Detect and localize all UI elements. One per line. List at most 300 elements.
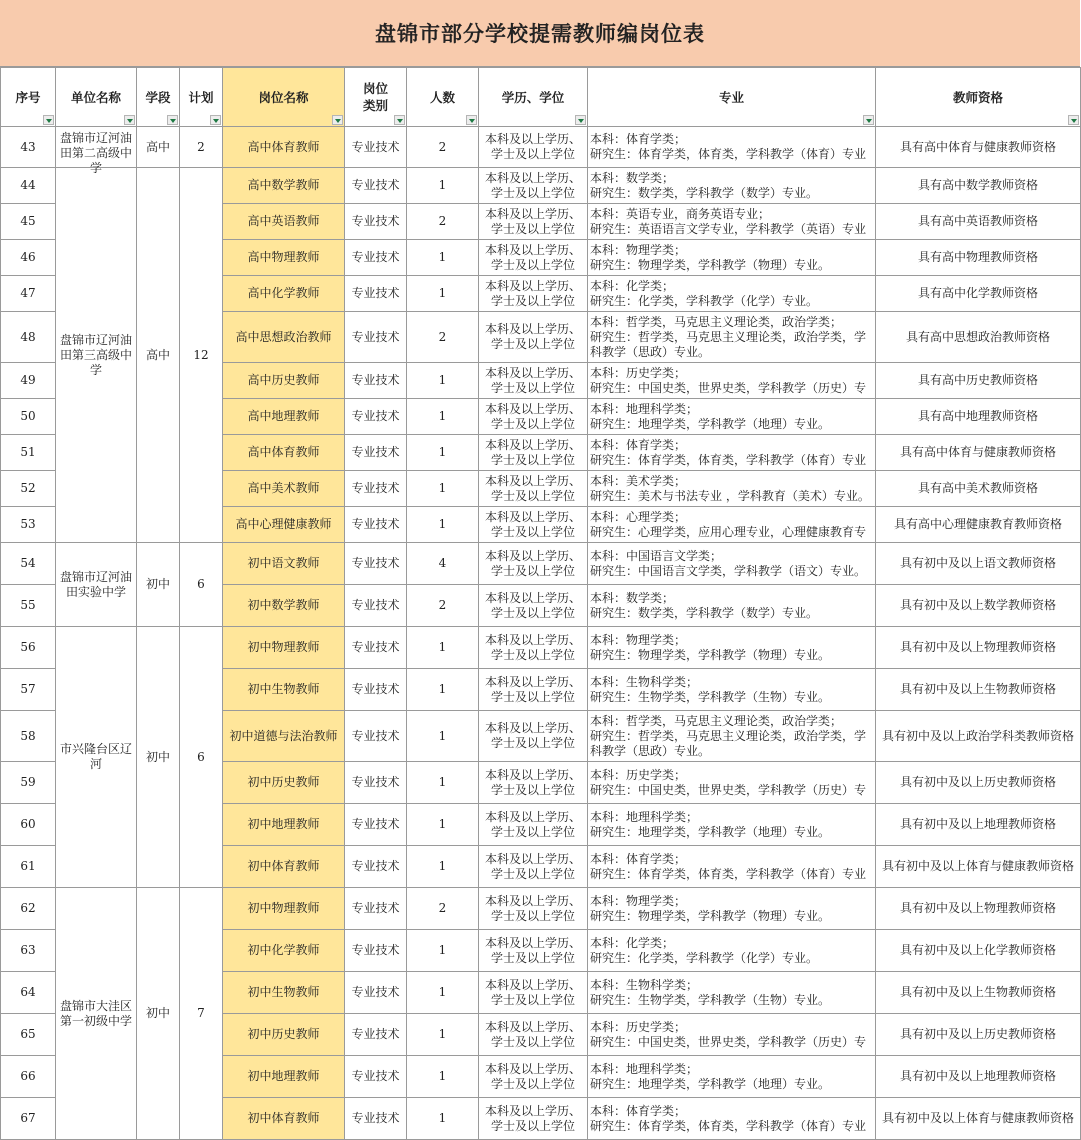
cell-education[interactable] — [479, 1014, 588, 1056]
cell-major[interactable] — [588, 240, 876, 276]
cell-seq[interactable]: 45 — [1, 204, 56, 240]
cell-unit[interactable] — [56, 627, 137, 888]
cell-qualification[interactable]: 具有初中及以上地理教师资格 — [876, 1056, 1081, 1098]
cell-major[interactable] — [588, 276, 876, 312]
cell-category[interactable]: 专业技术 — [345, 276, 407, 312]
cell-position[interactable]: 高中历史教师 — [223, 363, 345, 399]
cell-position[interactable]: 初中生物教师 — [223, 972, 345, 1014]
cell-count[interactable]: 1 — [407, 276, 479, 312]
cell-stage[interactable]: 高中 — [137, 127, 180, 168]
cell-plan[interactable]: 6 — [180, 627, 223, 888]
major-text — [590, 1062, 875, 1092]
education-line: 学士及以上学位 — [490, 736, 575, 750]
major-line: 本科：体育学类； — [590, 132, 687, 146]
cell-qualification[interactable]: 具有初中及以上语文教师资格 — [876, 543, 1081, 585]
cell-count[interactable]: 2 — [407, 888, 479, 930]
major-text — [590, 810, 875, 840]
cell-qualification[interactable]: 具有高中思想政治教师资格 — [876, 312, 1081, 363]
cell-count[interactable]: 1 — [407, 1056, 479, 1098]
cell-qualification[interactable]: 具有高中心理健康教育教师资格 — [876, 507, 1081, 543]
major-line: 研究生：心理学类，应用心理专业，心理健康教育专 — [590, 524, 867, 539]
cell-position[interactable]: 初中地理教师 — [223, 1056, 345, 1098]
major-line: 研究生：中国史类，世界史类，学科教学（历史）专 — [590, 782, 867, 797]
cell-major[interactable] — [588, 627, 876, 669]
major-text — [590, 1020, 875, 1050]
cell-count[interactable]: 1 — [407, 363, 479, 399]
cell-major[interactable] — [588, 312, 876, 363]
major-line: 本科：历史学类； — [590, 767, 687, 782]
major-line: 研究生：美术与书法专业 ，学科教育（美术）专业。 — [590, 488, 870, 503]
cell-education[interactable] — [479, 435, 588, 471]
cell-seq[interactable]: 61 — [1, 846, 56, 888]
cell-major[interactable] — [588, 507, 876, 543]
cell-count[interactable]: 1 — [407, 627, 479, 669]
cell-position[interactable]: 高中体育教师 — [223, 435, 345, 471]
cell-education[interactable] — [479, 888, 588, 930]
cell-count[interactable]: 1 — [407, 711, 479, 762]
table-row — [1, 627, 1081, 669]
cell-qualification[interactable]: 具有高中英语教师资格 — [876, 204, 1081, 240]
cell-category[interactable]: 专业技术 — [345, 972, 407, 1014]
cell-count[interactable]: 1 — [407, 168, 479, 204]
cell-position[interactable]: 初中物理教师 — [223, 627, 345, 669]
cell-major[interactable] — [588, 471, 876, 507]
major-line: 研究生：体育学类，体育类，学科教学（体育）专业 — [590, 1118, 867, 1133]
cell-category[interactable]: 专业技术 — [345, 1014, 407, 1056]
cell-major[interactable] — [588, 762, 876, 804]
education-line: 本科及以上学历、 — [484, 170, 581, 185]
cell-seq[interactable]: 58 — [1, 711, 56, 762]
education-line: 本科及以上学历、 — [484, 278, 581, 293]
cell-qualification[interactable]: 具有高中体育与健康教师资格 — [876, 127, 1081, 168]
unit-name: 盘锦市辽河油田实验中学 — [59, 569, 132, 599]
major-line: 科教学（思政）专业。 — [590, 344, 711, 359]
cell-education[interactable] — [479, 804, 588, 846]
filter-dropdown-icon[interactable] — [863, 115, 874, 125]
header-major: 专业 — [588, 68, 876, 127]
cell-position[interactable]: 初中体育教师 — [223, 846, 345, 888]
cell-category[interactable]: 专业技术 — [345, 127, 407, 168]
cell-category[interactable]: 专业技术 — [345, 669, 407, 711]
cell-seq[interactable]: 56 — [1, 627, 56, 669]
cell-count[interactable]: 2 — [407, 127, 479, 168]
cell-stage[interactable]: 初中 — [137, 627, 180, 888]
major-line: 研究生：中国语言文学类，学科教学（语文）专业。 — [590, 563, 867, 578]
cell-qualification[interactable]: 具有初中及以上数学教师资格 — [876, 585, 1081, 627]
filter-dropdown-icon[interactable] — [1068, 115, 1079, 125]
major-line: 研究生：物理学类，学科教学（物理）专业。 — [590, 257, 831, 272]
cell-seq[interactable]: 59 — [1, 762, 56, 804]
cell-qualification[interactable]: 具有初中及以上物理教师资格 — [876, 627, 1081, 669]
cell-position[interactable]: 初中数学教师 — [223, 585, 345, 627]
cell-category[interactable]: 专业技术 — [345, 363, 407, 399]
cell-major[interactable] — [588, 435, 876, 471]
table-row — [1, 543, 1081, 585]
cell-position[interactable]: 高中物理教师 — [223, 240, 345, 276]
cell-seq[interactable]: 48 — [1, 312, 56, 363]
cell-category[interactable]: 专业技术 — [345, 399, 407, 435]
cell-category[interactable]: 专业技术 — [345, 204, 407, 240]
header-unit: 单位名称 — [56, 68, 137, 127]
cell-major[interactable] — [588, 1098, 876, 1140]
unit-name: 盘锦市大洼区第一初级中学 — [59, 998, 132, 1028]
cell-qualification[interactable]: 具有初中及以上政治学科类教师资格 — [876, 711, 1081, 762]
cell-qualification[interactable]: 具有高中地理教师资格 — [876, 399, 1081, 435]
education-line: 学士及以上学位 — [490, 1118, 575, 1133]
cell-education[interactable] — [479, 240, 588, 276]
header-stage: 学段 — [137, 68, 180, 127]
major-line: 本科：生物科学类； — [590, 977, 699, 992]
filter-dropdown-icon[interactable] — [332, 115, 343, 125]
cell-qualification[interactable]: 具有初中及以上历史教师资格 — [876, 1014, 1081, 1056]
cell-count[interactable]: 1 — [407, 471, 479, 507]
cell-qualification[interactable]: 具有高中数学教师资格 — [876, 168, 1081, 204]
cell-education[interactable] — [479, 127, 588, 168]
cell-major[interactable] — [588, 127, 876, 168]
cell-qualification[interactable]: 具有高中化学教师资格 — [876, 276, 1081, 312]
cell-position[interactable]: 高中体育教师 — [223, 127, 345, 168]
major-text — [590, 675, 875, 705]
major-line: 本科：物理学类； — [590, 632, 687, 647]
filter-dropdown-icon[interactable] — [167, 115, 178, 125]
cell-category[interactable]: 专业技术 — [345, 804, 407, 846]
education-line: 本科及以上学历、 — [484, 242, 581, 257]
education-line: 学士及以上学位 — [490, 416, 575, 431]
major-text — [590, 510, 875, 540]
major-line: 研究生：英语语言文学专业，学科教学（英语）专业 — [590, 221, 867, 236]
cell-position[interactable]: 初中历史教师 — [223, 762, 345, 804]
education-line: 学士及以上学位 — [490, 337, 575, 351]
major-line: 研究生：化学类，学科教学（化学）专业。 — [590, 293, 819, 308]
cell-position[interactable]: 初中道德与法治教师 — [223, 711, 345, 762]
cell-count[interactable]: 1 — [407, 762, 479, 804]
cell-category[interactable]: 专业技术 — [345, 846, 407, 888]
header-plan: 计划 — [180, 68, 223, 127]
sheet-title: 盘锦市部分学校提需教师编岗位表 — [0, 0, 1080, 67]
major-text — [590, 243, 875, 273]
major-text — [590, 549, 875, 579]
cell-position[interactable]: 高中心理健康教师 — [223, 507, 345, 543]
cell-qualification[interactable]: 具有初中及以上体育与健康教师资格 — [876, 846, 1081, 888]
major-line: 本科：地理科学类； — [590, 809, 699, 824]
cell-major[interactable] — [588, 804, 876, 846]
education-line: 学士及以上学位 — [490, 866, 575, 881]
major-text — [590, 1104, 875, 1134]
cell-category[interactable]: 专业技术 — [345, 627, 407, 669]
cell-education[interactable] — [479, 669, 588, 711]
cell-qualification[interactable]: 具有高中体育与健康教师资格 — [876, 435, 1081, 471]
education-line: 本科及以上学历、 — [484, 1019, 581, 1034]
major-line: 本科：化学类； — [590, 935, 675, 950]
major-line: 本科：体育学类； — [590, 851, 687, 866]
cell-category[interactable]: 专业技术 — [345, 507, 407, 543]
education-line: 本科及以上学历、 — [484, 132, 581, 146]
cell-education[interactable] — [479, 312, 588, 363]
cell-position[interactable]: 高中英语教师 — [223, 204, 345, 240]
header-qualification: 教师资格 — [876, 68, 1081, 127]
education-line: 本科及以上学历、 — [484, 893, 581, 908]
major-text — [590, 978, 875, 1008]
cell-stage[interactable]: 初中 — [137, 888, 180, 1140]
cell-education[interactable] — [479, 1098, 588, 1140]
major-line: 研究生：数学类，学科教学（数学）专业。 — [590, 605, 819, 620]
education-line: 本科及以上学历、 — [484, 365, 581, 380]
cell-seq[interactable]: 52 — [1, 471, 56, 507]
cell-seq[interactable]: 51 — [1, 435, 56, 471]
education-line: 学士及以上学位 — [490, 147, 575, 161]
cell-count[interactable]: 1 — [407, 930, 479, 972]
major-line: 研究生：中国史类，世界史类，学科教学（历史）专 — [590, 1034, 867, 1049]
major-text — [590, 894, 875, 924]
major-text — [590, 633, 875, 663]
cell-major[interactable] — [588, 399, 876, 435]
cell-education[interactable] — [479, 204, 588, 240]
major-line: 研究生：体育学类，体育类，学科教学（体育）专业 — [590, 452, 867, 467]
cell-education[interactable] — [479, 471, 588, 507]
cell-qualification[interactable]: 具有高中历史教师资格 — [876, 363, 1081, 399]
cell-count[interactable]: 1 — [407, 846, 479, 888]
education-line: 本科及以上学历、 — [484, 473, 581, 488]
cell-major[interactable] — [588, 1056, 876, 1098]
cell-major[interactable] — [588, 888, 876, 930]
cell-position[interactable]: 初中物理教师 — [223, 888, 345, 930]
education-line: 学士及以上学位 — [490, 950, 575, 965]
cell-major[interactable] — [588, 972, 876, 1014]
major-text — [590, 768, 875, 798]
cell-qualification[interactable]: 具有初中及以上物理教师资格 — [876, 888, 1081, 930]
header-education: 学历、学位 — [479, 68, 588, 127]
education-line: 学士及以上学位 — [490, 185, 575, 200]
cell-stage[interactable]: 高中 — [137, 168, 180, 543]
cell-count[interactable]: 1 — [407, 1014, 479, 1056]
cell-unit[interactable] — [56, 168, 137, 543]
education-line: 本科及以上学历、 — [484, 767, 581, 782]
major-line: 研究生：地理学类，学科教学（地理）专业。 — [590, 824, 831, 839]
cell-category[interactable]: 专业技术 — [345, 168, 407, 204]
table-row — [1, 168, 1081, 204]
cell-category[interactable]: 专业技术 — [345, 762, 407, 804]
major-line: 本科：哲学类，马克思主义理论类，政治学类； — [590, 713, 843, 728]
cell-plan[interactable]: 2 — [180, 127, 223, 168]
cell-education[interactable] — [479, 972, 588, 1014]
major-line: 本科：生物科学类； — [590, 674, 699, 689]
cell-major[interactable] — [588, 846, 876, 888]
cell-position[interactable]: 高中思想政治教师 — [223, 312, 345, 363]
cell-education[interactable] — [479, 276, 588, 312]
cell-count[interactable]: 2 — [407, 585, 479, 627]
cell-seq[interactable]: 57 — [1, 669, 56, 711]
cell-major[interactable] — [588, 711, 876, 762]
cell-seq[interactable]: 65 — [1, 1014, 56, 1056]
education-line: 学士及以上学位 — [490, 992, 575, 1007]
cell-category[interactable]: 专业技术 — [345, 240, 407, 276]
cell-position[interactable]: 初中历史教师 — [223, 1014, 345, 1056]
major-line: 研究生：哲学类，马克思主义理论类，政治学类，学 — [590, 728, 867, 743]
cell-seq[interactable]: 63 — [1, 930, 56, 972]
cell-position[interactable]: 高中地理教师 — [223, 399, 345, 435]
cell-education[interactable] — [479, 711, 588, 762]
cell-seq[interactable]: 47 — [1, 276, 56, 312]
cell-major[interactable] — [588, 543, 876, 585]
header-category: 岗位类别 — [345, 68, 407, 127]
major-line: 本科：物理学类； — [590, 242, 687, 257]
major-text — [590, 315, 875, 360]
filter-dropdown-icon[interactable] — [210, 115, 221, 125]
cell-education[interactable] — [479, 1056, 588, 1098]
cell-category[interactable]: 专业技术 — [345, 471, 407, 507]
cell-qualification[interactable]: 具有初中及以上体育与健康教师资格 — [876, 1098, 1081, 1140]
cell-count[interactable]: 2 — [407, 312, 479, 363]
header-row — [1, 68, 1081, 127]
cell-major[interactable] — [588, 1014, 876, 1056]
cell-seq[interactable]: 64 — [1, 972, 56, 1014]
cell-unit[interactable] — [56, 888, 137, 1140]
major-text — [590, 402, 875, 432]
cell-category[interactable]: 专业技术 — [345, 312, 407, 363]
cell-major[interactable] — [588, 168, 876, 204]
education-line: 本科及以上学历、 — [484, 206, 581, 221]
major-line: 研究生：地理学类，学科教学（地理）专业。 — [590, 416, 831, 431]
cell-category[interactable]: 专业技术 — [345, 711, 407, 762]
major-line: 研究生：物理学类，学科教学（物理）专业。 — [590, 908, 831, 923]
major-text — [590, 714, 875, 759]
cell-count[interactable]: 1 — [407, 507, 479, 543]
cell-education[interactable] — [479, 930, 588, 972]
filter-dropdown-icon[interactable] — [575, 115, 586, 125]
cell-category[interactable]: 专业技术 — [345, 1056, 407, 1098]
unit-name: 盘锦市辽河油田第二高级中学 — [59, 130, 132, 175]
education-line: 学士及以上学位 — [490, 605, 575, 620]
cell-education[interactable] — [479, 363, 588, 399]
cell-major[interactable] — [588, 204, 876, 240]
cell-count[interactable]: 1 — [407, 399, 479, 435]
cell-seq[interactable]: 44 — [1, 168, 56, 204]
cell-plan[interactable]: 7 — [180, 888, 223, 1140]
cell-seq[interactable]: 66 — [1, 1056, 56, 1098]
cell-position[interactable]: 初中生物教师 — [223, 669, 345, 711]
cell-seq[interactable]: 49 — [1, 363, 56, 399]
cell-count[interactable]: 1 — [407, 669, 479, 711]
cell-seq[interactable]: 43 — [1, 127, 56, 168]
major-line: 本科：历史学类； — [590, 365, 687, 380]
major-line: 本科：心理学类； — [590, 509, 687, 524]
cell-qualification[interactable]: 具有高中物理教师资格 — [876, 240, 1081, 276]
cell-count[interactable]: 4 — [407, 543, 479, 585]
cell-count[interactable]: 1 — [407, 804, 479, 846]
education-line: 本科及以上学历、 — [484, 809, 581, 824]
header-seq: 序号 — [1, 68, 56, 127]
major-line: 研究生：中国史类，世界史类，学科教学（历史）专 — [590, 380, 867, 395]
cell-qualification[interactable]: 具有初中及以上生物教师资格 — [876, 972, 1081, 1014]
cell-qualification[interactable]: 具有初中及以上历史教师资格 — [876, 762, 1081, 804]
cell-count[interactable]: 1 — [407, 1098, 479, 1140]
major-line: 本科：地理科学类； — [590, 401, 699, 416]
cell-count[interactable]: 1 — [407, 435, 479, 471]
cell-position[interactable]: 高中数学教师 — [223, 168, 345, 204]
cell-seq[interactable]: 50 — [1, 399, 56, 435]
cell-category[interactable]: 专业技术 — [345, 585, 407, 627]
cell-count[interactable]: 1 — [407, 240, 479, 276]
cell-major[interactable] — [588, 363, 876, 399]
cell-category[interactable]: 专业技术 — [345, 435, 407, 471]
cell-seq[interactable]: 60 — [1, 804, 56, 846]
cell-position[interactable]: 初中语文教师 — [223, 543, 345, 585]
cell-plan[interactable]: 12 — [180, 168, 223, 543]
cell-qualification[interactable]: 具有初中及以上生物教师资格 — [876, 669, 1081, 711]
cell-education[interactable] — [479, 543, 588, 585]
cell-qualification[interactable]: 具有初中及以上地理教师资格 — [876, 804, 1081, 846]
cell-position[interactable]: 初中地理教师 — [223, 804, 345, 846]
cell-position[interactable]: 初中化学教师 — [223, 930, 345, 972]
education-line: 学士及以上学位 — [490, 647, 575, 662]
major-line: 研究生：生物学类，学科教学（生物）专业。 — [590, 992, 831, 1007]
education-line: 本科及以上学历、 — [484, 977, 581, 992]
filter-dropdown-icon[interactable] — [466, 115, 477, 125]
cell-major[interactable] — [588, 930, 876, 972]
cell-major[interactable] — [588, 585, 876, 627]
filter-dropdown-icon[interactable] — [124, 115, 135, 125]
cell-position[interactable]: 高中美术教师 — [223, 471, 345, 507]
education-line: 学士及以上学位 — [490, 782, 575, 797]
cell-stage[interactable]: 初中 — [137, 543, 180, 627]
positions-table — [0, 67, 1081, 1140]
cell-education[interactable] — [479, 168, 588, 204]
education-line: 本科及以上学历、 — [484, 851, 581, 866]
major-line: 本科：哲学类，马克思主义理论类，政治学类； — [590, 314, 843, 329]
header-count: 人数 — [407, 68, 479, 127]
cell-position[interactable]: 初中体育教师 — [223, 1098, 345, 1140]
cell-education[interactable] — [479, 627, 588, 669]
cell-plan[interactable]: 6 — [180, 543, 223, 627]
major-line: 本科：中国语言文学类； — [590, 548, 723, 563]
cell-qualification[interactable]: 具有初中及以上化学教师资格 — [876, 930, 1081, 972]
filter-dropdown-icon[interactable] — [43, 115, 54, 125]
education-line: 本科及以上学历、 — [484, 437, 581, 452]
cell-seq[interactable]: 53 — [1, 507, 56, 543]
cell-education[interactable] — [479, 762, 588, 804]
cell-education[interactable] — [479, 846, 588, 888]
cell-position[interactable]: 高中化学教师 — [223, 276, 345, 312]
cell-seq[interactable]: 67 — [1, 1098, 56, 1140]
cell-education[interactable] — [479, 585, 588, 627]
cell-seq[interactable]: 62 — [1, 888, 56, 930]
cell-qualification[interactable]: 具有高中美术教师资格 — [876, 471, 1081, 507]
cell-category[interactable]: 专业技术 — [345, 930, 407, 972]
cell-seq[interactable]: 46 — [1, 240, 56, 276]
filter-dropdown-icon[interactable] — [394, 115, 405, 125]
cell-education[interactable] — [479, 399, 588, 435]
major-line: 本科：美术学类； — [590, 473, 687, 488]
cell-unit[interactable] — [56, 127, 137, 175]
cell-count[interactable]: 2 — [407, 204, 479, 240]
major-text — [590, 171, 875, 201]
major-text — [590, 591, 875, 621]
major-text — [590, 438, 875, 468]
cell-category[interactable]: 专业技术 — [345, 543, 407, 585]
cell-major[interactable] — [588, 669, 876, 711]
cell-seq[interactable]: 54 — [1, 543, 56, 585]
cell-education[interactable] — [479, 507, 588, 543]
cell-seq[interactable]: 55 — [1, 585, 56, 627]
major-line: 本科：化学类； — [590, 278, 675, 293]
cell-category[interactable]: 专业技术 — [345, 888, 407, 930]
education-line: 本科及以上学历、 — [484, 322, 581, 336]
education-line: 本科及以上学历、 — [484, 1103, 581, 1118]
education-line: 本科及以上学历、 — [484, 1061, 581, 1076]
cell-unit[interactable] — [56, 543, 137, 627]
cell-category[interactable]: 专业技术 — [345, 1098, 407, 1140]
cell-count[interactable]: 1 — [407, 972, 479, 1014]
